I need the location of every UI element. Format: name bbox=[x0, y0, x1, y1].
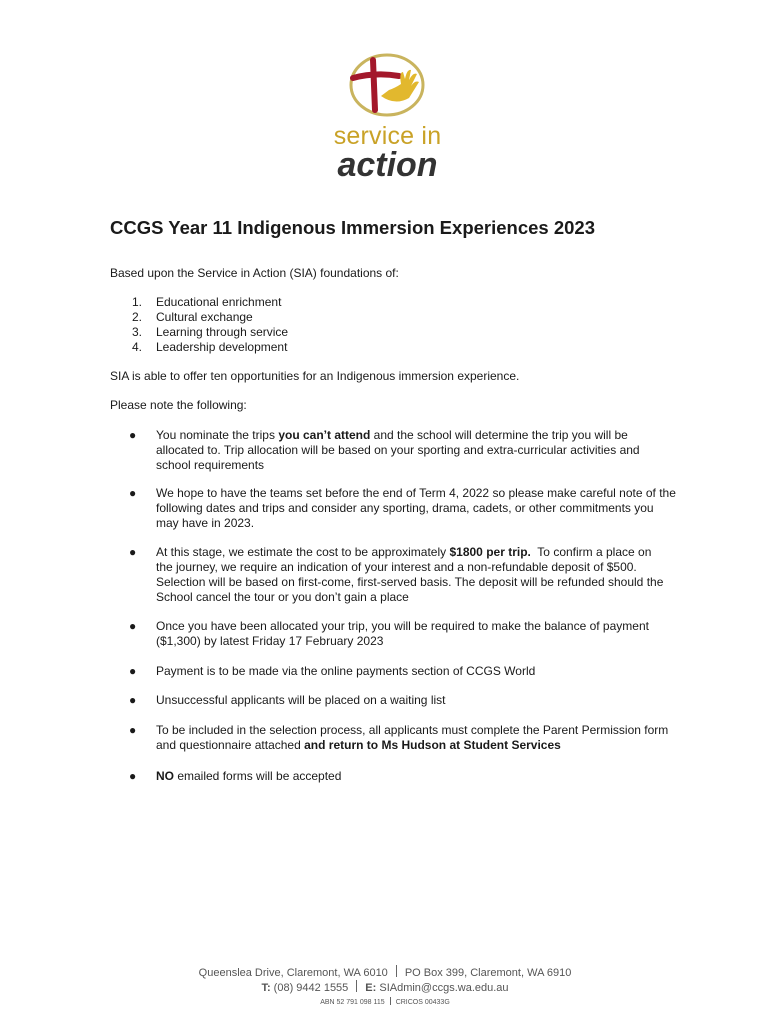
email-label: E: bbox=[365, 982, 377, 994]
footer-cricos: CRICOS 00433G bbox=[395, 999, 450, 1006]
footer-divider bbox=[356, 980, 357, 992]
bullet-icon: ● bbox=[129, 664, 137, 678]
footer-address: Queenslea Drive, Claremont, WA 6010 bbox=[198, 967, 388, 979]
logo-text-action: action bbox=[337, 146, 438, 184]
bullet-icon: ● bbox=[129, 723, 137, 737]
footer-contact-line bbox=[0, 980, 770, 994]
list-item: 2. Cultural exchange bbox=[132, 310, 253, 324]
footer-email[interactable]: SIAdmin@ccgs.wa.edu.au bbox=[376, 982, 509, 994]
bullet-icon: ● bbox=[129, 428, 137, 442]
offer-text: SIA is able to offer ten opportunities for an Indigenous immersion experience. bbox=[110, 369, 520, 383]
bullet-icon: ● bbox=[129, 619, 137, 633]
bullet-icon: ● bbox=[129, 545, 137, 559]
footer-abn: ABN 52 791 098 115 bbox=[320, 999, 385, 1006]
footer-registration-line bbox=[0, 997, 770, 1006]
bullet-icon: ● bbox=[129, 769, 137, 783]
bullet-icon: ● bbox=[129, 486, 137, 500]
phone-label: T: bbox=[261, 982, 271, 994]
footer-phone: (08) 9442 1555 bbox=[270, 982, 349, 994]
footer-divider bbox=[390, 997, 391, 1005]
list-item: 1. Educational enrichment bbox=[132, 295, 282, 309]
logo-text-service-in: service in bbox=[333, 122, 442, 150]
footer-divider bbox=[396, 965, 397, 977]
footer-address-line bbox=[0, 965, 770, 979]
list-item: 3. Learning through service bbox=[132, 325, 289, 339]
foundations-list bbox=[110, 295, 288, 355]
intro-text: Based upon the Service in Action (SIA) foundations of: bbox=[110, 266, 399, 280]
document-title: CCGS Year 11 Indigenous Immersion Experiences 2023 bbox=[110, 217, 595, 238]
footer-pobox: PO Box 399, Claremont, WA 6910 bbox=[404, 967, 572, 979]
bullet-icon: ● bbox=[129, 693, 137, 707]
service-in-action-logo bbox=[325, 52, 450, 182]
cross-hand-emblem-icon bbox=[345, 52, 430, 120]
note-text: Please note the following: bbox=[110, 398, 247, 412]
list-item: 4. Leadership development bbox=[132, 340, 288, 354]
